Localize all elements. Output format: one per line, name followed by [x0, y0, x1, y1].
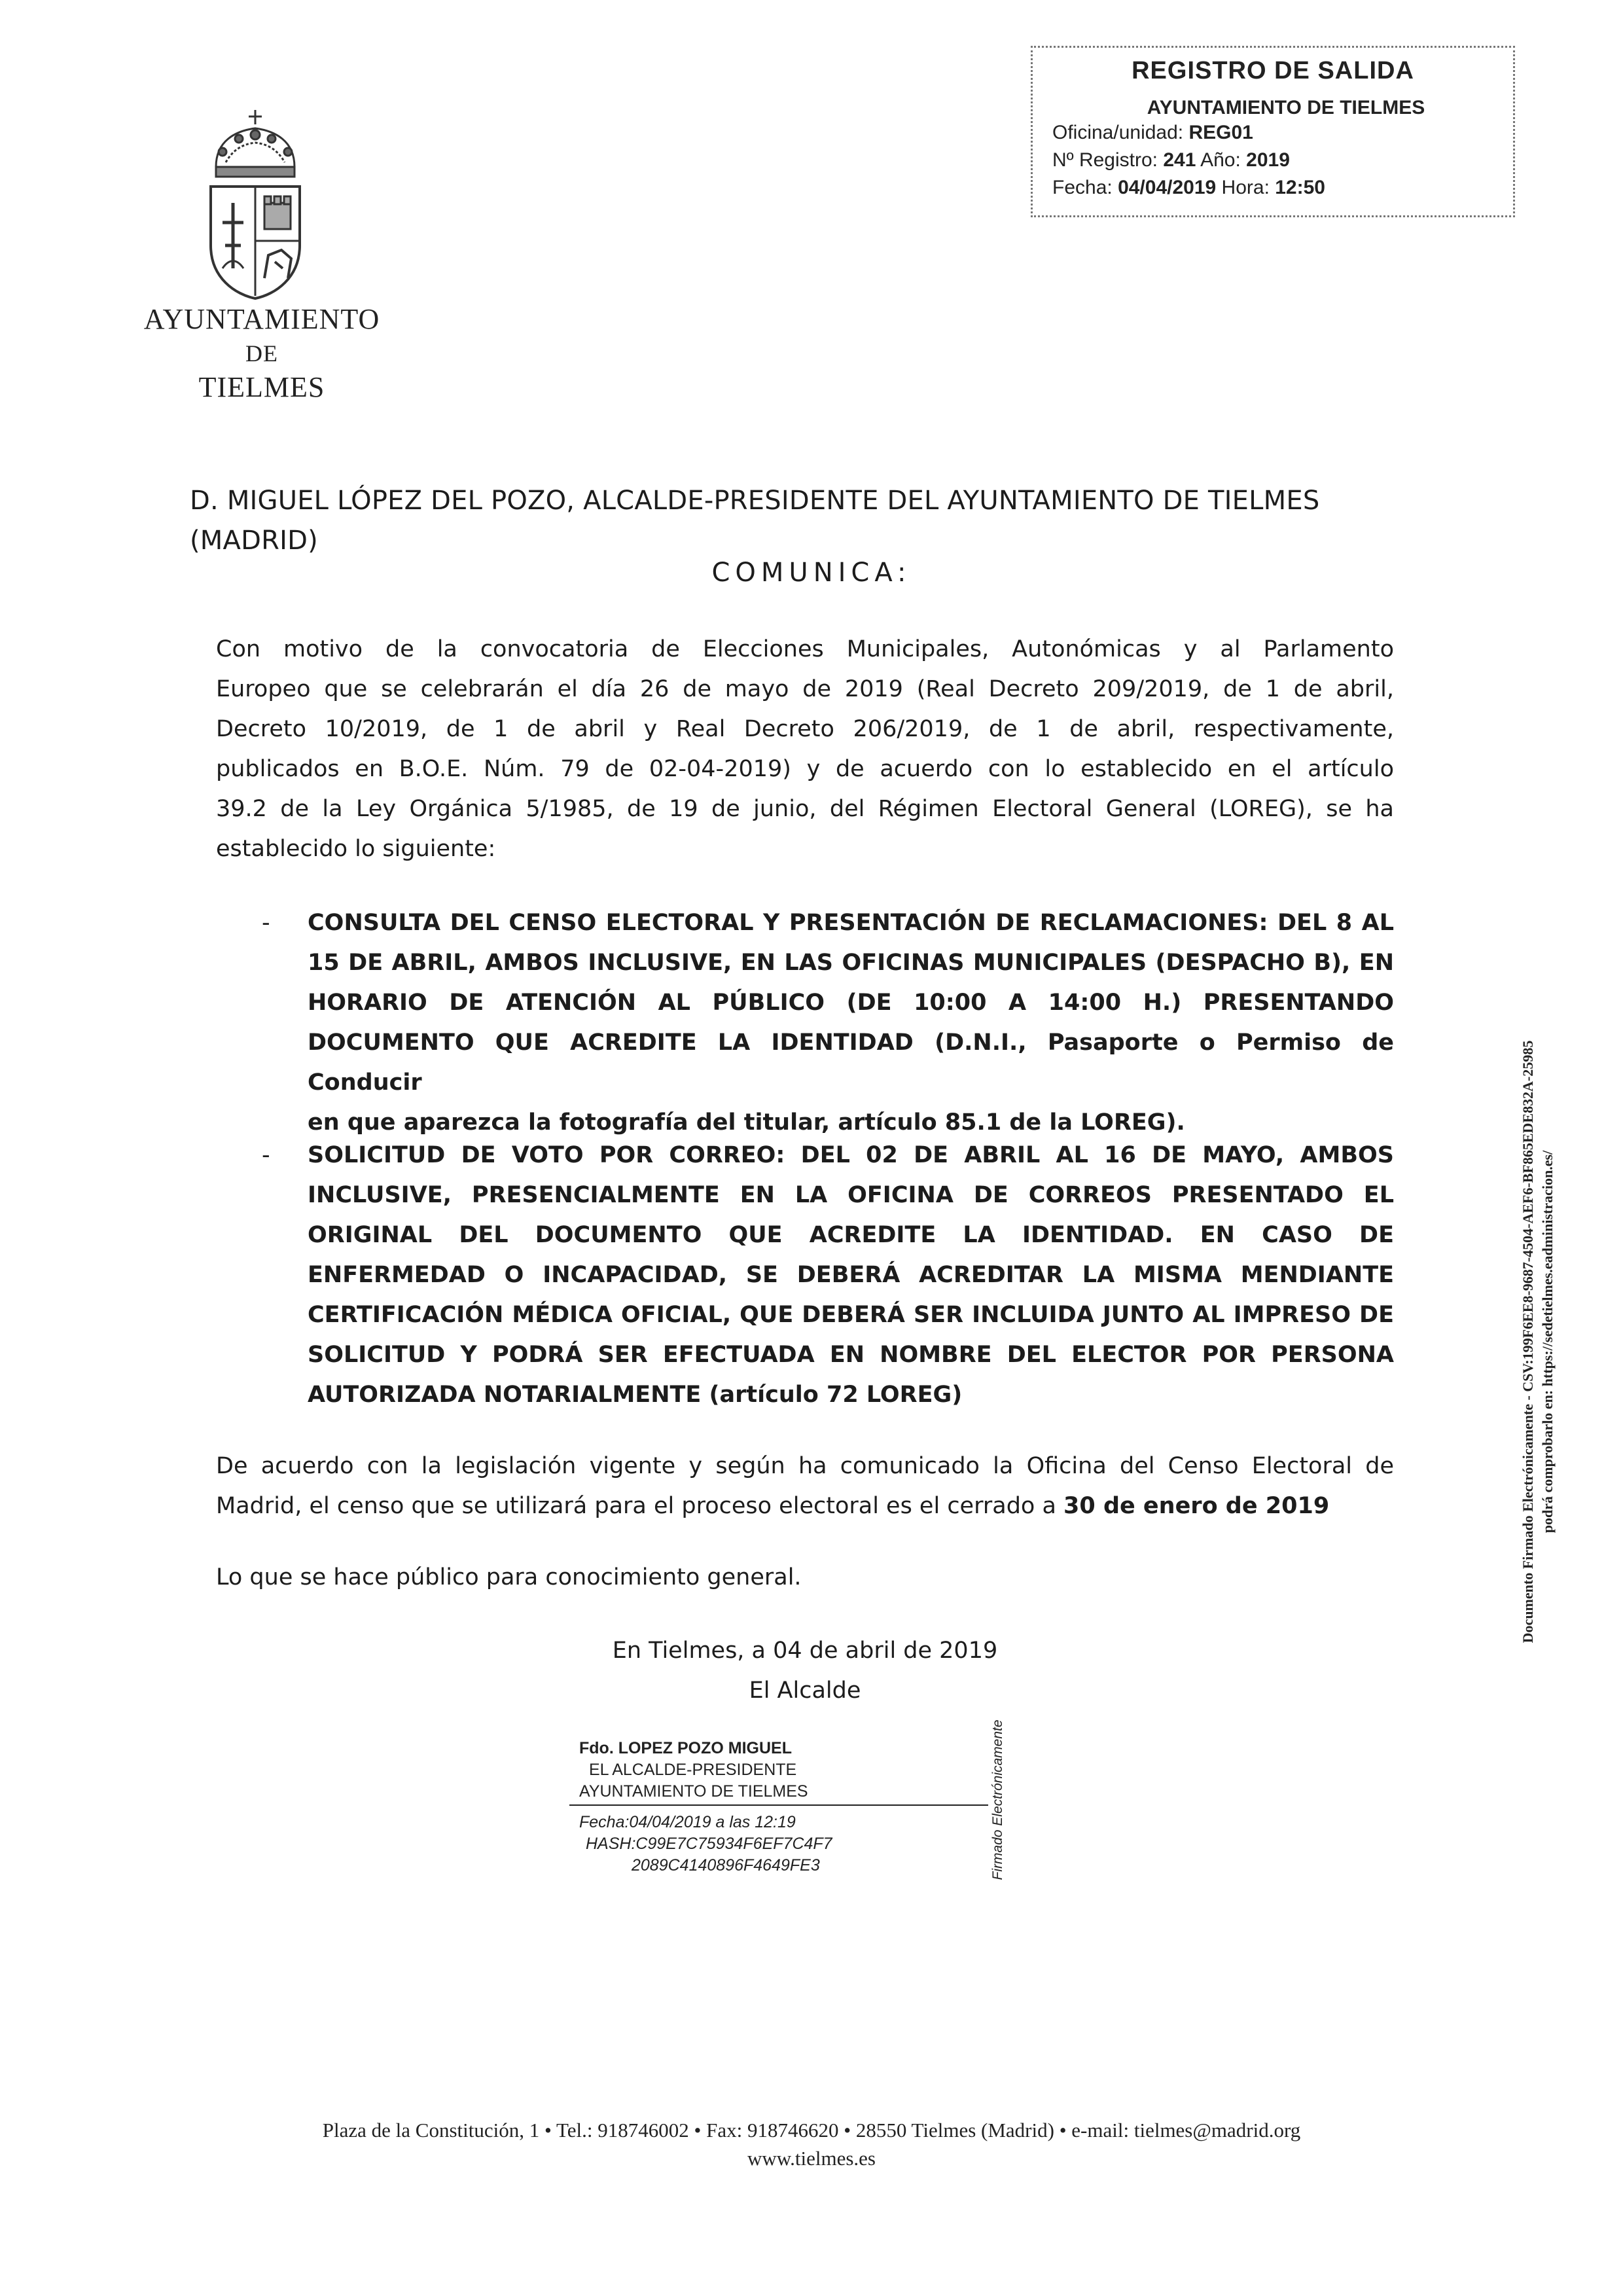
- signature-date: Fecha:04/04/2019 a las 12:19: [579, 1813, 796, 1831]
- list-item-line: CONSULTA DEL CENSO ELECTORAL Y PRESENTACIÓN DE RECLAMACIONES: DEL 8 AL: [308, 910, 1394, 936]
- intro-line: Europeo que se celebrarán el día 26 de mayo de 2019 (Real Decreto 209/2019, de 1 de abril,: [216, 676, 1394, 702]
- list-item-consulta-censo: [308, 903, 1394, 1143]
- list-item-line: 15 DE ABRIL, AMBOS INCLUSIVE, EN LAS OFICINAS MUNICIPALES (DESPACHO B), EN: [308, 950, 1394, 976]
- registro-fecha: Fecha: 04/04/2019 Hora: 12:50: [1052, 177, 1325, 198]
- csv-url-line: podrá comprobarlo en: https://sedetielmes.eadministracion.es/: [1539, 1150, 1556, 1534]
- municipality-name-line1: AYUNTAMIENTO: [143, 303, 380, 335]
- list-bullet: -: [262, 910, 270, 936]
- list-item-voto-correo: [308, 1136, 1394, 1415]
- signature-name: Fdo. LOPEZ POZO MIGUEL: [579, 1739, 792, 1757]
- intro-paragraph: [216, 630, 1394, 869]
- municipality-name: [98, 302, 425, 404]
- censo-line: De acuerdo con la legislación vigente y según ha comunicado la Oficina del Censo Electoral de: [216, 1453, 1394, 1479]
- list-item-line: AUTORIZADA NOTARIALMENTE (artículo 72 LOREG): [308, 1382, 963, 1408]
- list-bullet: -: [262, 1142, 270, 1168]
- footer-address: Plaza de la Constitución, 1 • Tel.: 918746002 • Fax: 918746620 • 28550 Tielmes (Madrid) • e-mail: tielmes@madrid.org: [322, 2119, 1301, 2142]
- signature-details: [579, 1812, 985, 1876]
- registro-title: REGISTRO DE SALIDA: [1132, 57, 1414, 84]
- list-item-line: INCLUSIVE, PRESENCIALMENTE EN LA OFICINA DE CORREOS PRESENTADO EL: [308, 1182, 1394, 1208]
- registro-oficina: Oficina/unidad: REG01: [1052, 122, 1253, 143]
- list-item-line: SOLICITUD DE VOTO POR CORREO: DEL 02 DE ABRIL AL 16 DE MAYO, AMBOS: [308, 1142, 1394, 1168]
- municipality-name-line2: DE: [245, 340, 278, 367]
- signature-organismo: AYUNTAMIENTO DE TIELMES: [579, 1782, 808, 1801]
- csv-line: Documento Firmado Electrónicamente - CSV:199F6EE8-9687-4504-AEF6-BF865EDE832A-25985: [1520, 1040, 1536, 1643]
- signature-hash: HASH:C99E7C75934F6EF7C4F7: [586, 1835, 832, 1853]
- registro-numero: Nº Registro: 241 Año: 2019: [1052, 149, 1290, 171]
- place-date: En Tielmes, a 04 de abril de 2019: [612, 1638, 998, 1664]
- footer-website: www.tielmes.es: [747, 2147, 876, 2170]
- signature-hash-cont: 2089C4140896F4649FE3: [632, 1856, 820, 1874]
- document-heading: D. MIGUEL LÓPEZ DEL POZO, ALCALDE-PRESIDENTE DEL AYUNTAMIENTO DE TIELMES (MADRID): [190, 486, 1320, 556]
- censo-line: Madrid, el censo que se utilizará para el proceso electoral es el cerrado a 30 de enero de 2019: [216, 1493, 1330, 1519]
- intro-line: publicados en B.O.E. Núm. 79 de 02-04-2019) y de acuerdo con lo establecido en el artículo: [216, 756, 1394, 782]
- list-item-line: CERTIFICACIÓN MÉDICA OFICIAL, QUE DEBERÁ SER INCLUIDA JUNTO AL IMPRESO DE: [308, 1302, 1394, 1328]
- intro-line: Con motivo de la convocatoria de Elecciones Municipales, Autonómicas y al Parlamento: [216, 636, 1394, 662]
- list-item-line: DOCUMENTO QUE ACREDITE LA IDENTIDAD (D.N.I., Pasaporte o Permiso de Conducir: [308, 1030, 1394, 1096]
- signatory-role: El Alcalde: [749, 1677, 861, 1704]
- firmado-label: Firmado Electrónicamente: [990, 1719, 1005, 1880]
- comunica-heading: COMUNICA:: [711, 558, 912, 588]
- publico-paragraph: Lo que se hace público para conocimiento general.: [216, 1564, 802, 1590]
- signature-role: EL ALCALDE-PRESIDENTE: [589, 1761, 797, 1779]
- intro-line: Decreto 10/2019, de 1 de abril y Real Decreto 206/2019, de 1 de abril, respectivamente,: [216, 716, 1394, 742]
- censo-paragraph: [216, 1446, 1394, 1526]
- signature-vertical-label: [985, 1702, 1011, 1898]
- list-item-line: ENFERMEDAD O INCAPACIDAD, SE DEBERÁ ACREDITAR LA MISMA MENDIANTE: [308, 1262, 1394, 1288]
- coat-of-arms-logo: [196, 105, 314, 301]
- municipality-name-line3: TIELMES: [198, 371, 325, 403]
- intro-line: establecido lo siguiente:: [216, 836, 496, 862]
- registro-salida-stamp: [1031, 46, 1515, 217]
- list-item-line: ORIGINAL DEL DOCUMENTO QUE ACREDITE LA IDENTIDAD. EN CASO DE: [308, 1222, 1394, 1248]
- list-item-line: HORARIO DE ATENCIÓN AL PÚBLICO (DE 10:00 A 14:00 H.) PRESENTANDO: [308, 990, 1394, 1016]
- list-item-line: en que aparezca la fotografía del titular, artículo 85.1 de la LOREG).: [308, 1109, 1185, 1136]
- csv-verification-note: [1515, 969, 1567, 1715]
- signature-divider: [569, 1804, 988, 1806]
- intro-line: 39.2 de la Ley Orgánica 5/1985, de 19 de junio, del Régimen Electoral General (LOREG), se ha: [216, 796, 1394, 822]
- electronic-signature: [579, 1738, 985, 1803]
- registro-organismo: AYUNTAMIENTO DE TIELMES: [1147, 97, 1425, 118]
- list-item-line: SOLICITUD Y PODRÁ SER EFECTUADA EN NOMBRE DEL ELECTOR POR PERSONA: [308, 1342, 1394, 1368]
